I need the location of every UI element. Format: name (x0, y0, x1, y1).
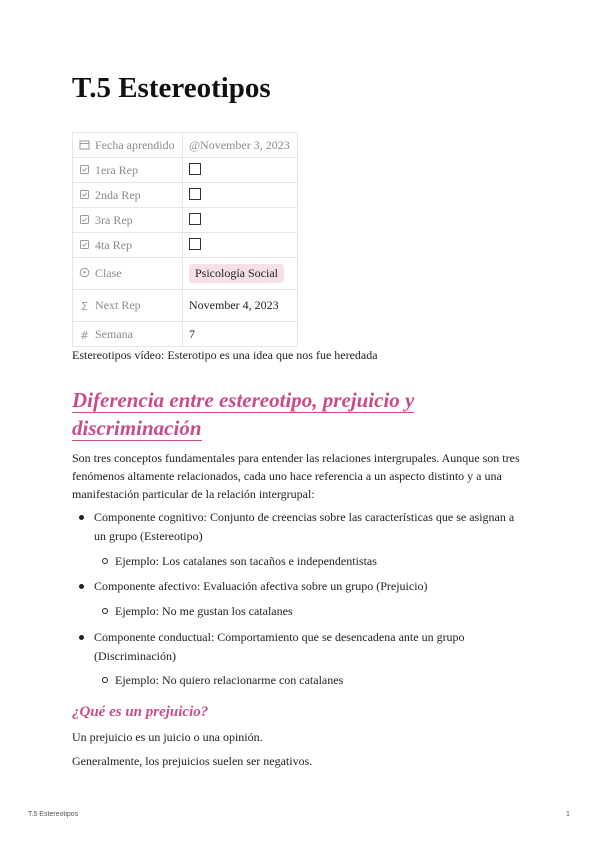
property-key: Clase (95, 266, 122, 280)
list-item: Componente cognitivo: Conjunto de creencias sobre las características que se asignan a un grupo (Estereotipo) (94, 508, 524, 546)
property-row (73, 322, 298, 347)
checkbox[interactable] (189, 213, 201, 225)
property-row (73, 233, 298, 258)
property-key: Next Rep (95, 298, 141, 312)
list-item: Componente conductual: Comportamiento que se desencadena ante un grupo (Discriminación) (94, 628, 524, 666)
property-row (73, 158, 298, 183)
property-value[interactable]: @November 3, 2023 (183, 133, 298, 158)
checkbox[interactable] (189, 188, 201, 200)
property-value: November 4, 2023 (183, 290, 298, 322)
property-key: 2nda Rep (95, 187, 141, 202)
checkbox[interactable] (189, 238, 201, 250)
list-subitem: Ejemplo: No quiero relacionarme con catalanes (115, 673, 344, 687)
checkbox-prop-icon (79, 164, 90, 175)
property-row (73, 258, 298, 290)
checkbox[interactable] (189, 163, 201, 175)
property-key: 1era Rep (95, 162, 138, 177)
paragraph: Un prejuicio es un juicio o una opinión. (72, 730, 263, 744)
properties-table (72, 132, 298, 347)
property-row (73, 290, 298, 322)
checkbox-prop-icon (79, 239, 90, 250)
list-item: Componente afectivo: Evaluación afectiva sobre un grupo (Prejuicio) (94, 577, 524, 596)
footer-page-number: 1 (566, 811, 570, 818)
sigma-icon: Σ (81, 300, 88, 313)
section-heading: Diferencia entre estereotipo, prejuicio y discriminación (72, 388, 415, 440)
property-row (73, 133, 298, 158)
calendar-icon (79, 139, 90, 150)
intro-line: Estereotipos vídeo: Esterotipo es una idea que nos fue heredada (72, 348, 378, 362)
list-subitem: Ejemplo: Los catalanes son tacaños e independentistas (115, 554, 377, 568)
property-key: Fecha aprendido (95, 137, 175, 152)
checkbox-prop-icon (79, 189, 90, 200)
hash-icon: # (79, 328, 90, 342)
property-key: 4ta Rep (95, 237, 132, 252)
property-row (73, 208, 298, 233)
page-title: T.5 Estereotipos (72, 72, 271, 104)
checkbox-prop-icon (79, 214, 90, 225)
paragraph: Generalmente, los prejuicios suelen ser negativos. (72, 754, 313, 768)
property-key: 3ra Rep (95, 212, 133, 227)
section-paragraph: Son tres conceptos fundamentales para entender las relaciones intergrupales. Aunque son tres fenómenos altamente relacionados, cada uno hace referencia a un aspecto distinto y a una manifestación particular de la relación intergrupal: (72, 451, 520, 501)
footer-title: T.5 Estereotipos (28, 811, 79, 818)
class-tag[interactable]: Psicología Social (189, 264, 284, 283)
list-subitem: Ejemplo: No me gustan los catalanes (115, 604, 293, 618)
select-icon (79, 267, 90, 278)
property-key: Semana (95, 326, 133, 341)
property-row (73, 183, 298, 208)
subheading: ¿Qué es un prejuicio? (72, 704, 209, 720)
property-value[interactable]: 7 (183, 322, 298, 347)
